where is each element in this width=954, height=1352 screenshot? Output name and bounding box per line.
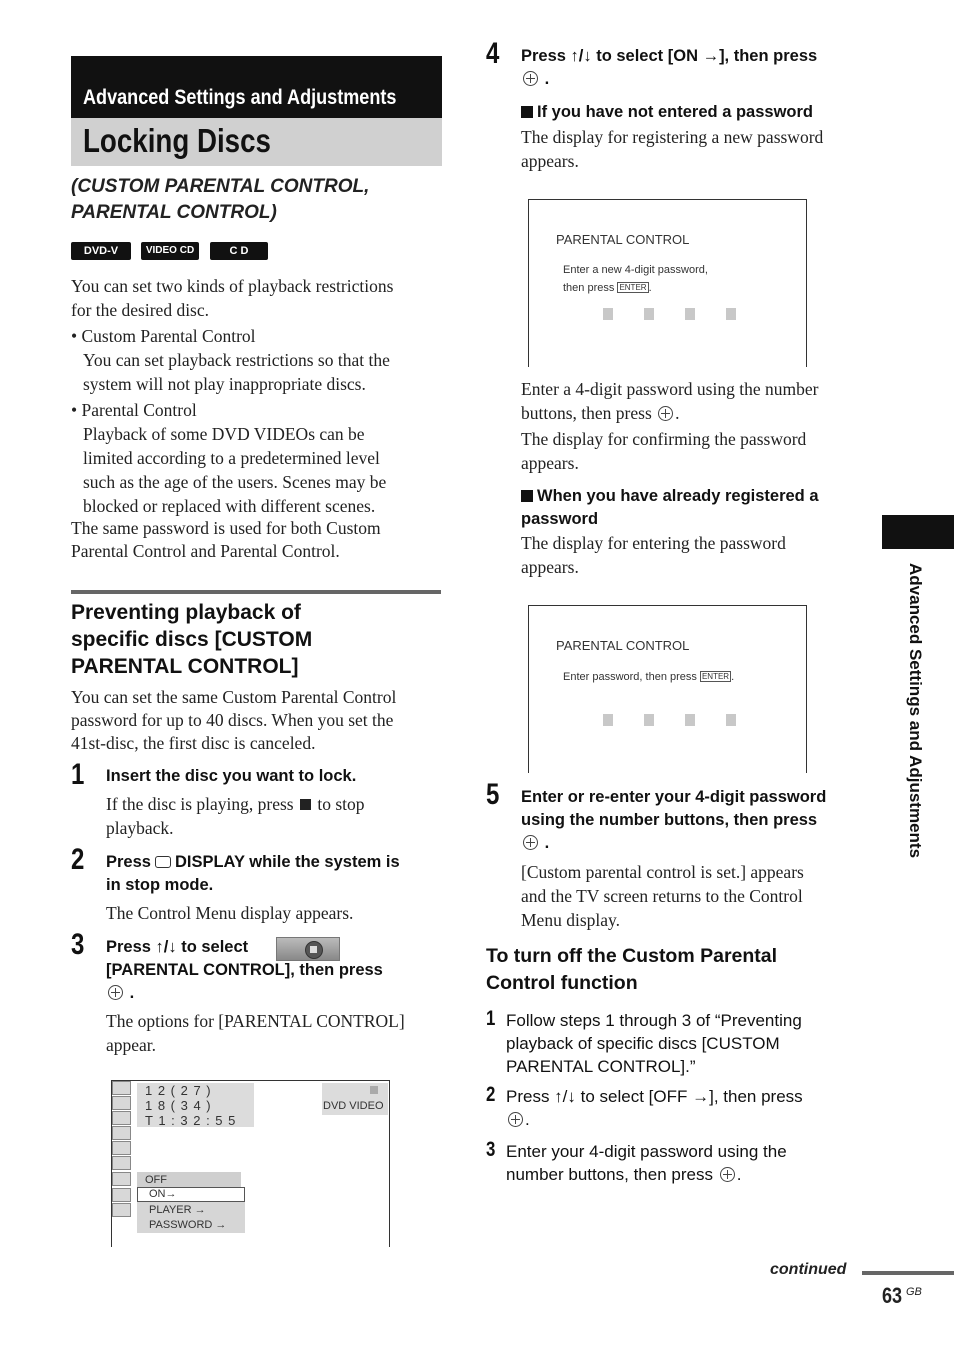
option-password[interactable]: PASSWORD → [149,1219,227,1231]
step-4-number: 4 [486,37,500,70]
step-4-sub1-body: The display for registering a new password appears. [521,127,824,171]
step-4-sub2-heading: When you have already registered a password [521,487,819,528]
section-banner [71,56,442,118]
step-1-heading: Insert the disc you want to lock. [106,767,357,785]
step-5-body: [Custom parental control is set.] appears and the TV screen returns to the Control Menu display. [521,862,804,930]
turnoff-3-text: Enter your 4-digit password using the number buttons, then press . [506,1142,787,1184]
option-player[interactable]: PLAYER → [149,1204,206,1216]
enter-password-screen [528,605,807,773]
parental-control-menu-icon [276,937,340,961]
step-3-heading: Press ↑/↓ to select [PARENTAL CONTROL], then press . [106,938,383,1002]
screen2-message: Enter password, then press ENTER . [563,671,735,683]
step-1-body: If the disc is playing, press to stop playback. [106,794,365,838]
side-tab-marker [882,515,954,549]
continued-rule [862,1271,954,1275]
option-on[interactable]: ON→ [149,1188,177,1200]
enter-icon [108,985,123,1000]
dvd-v-badge: DVD-V [71,242,131,260]
step-4-sub2-body: The display for entering the password appears. [521,533,786,577]
step-4-after1: Enter a 4-digit password using the number buttons, then press . The display for confirming the password appears. [521,379,819,473]
step-2-number: 2 [71,843,85,876]
title-banner [71,118,442,166]
disc-type: DVD VIDEO [323,1100,384,1112]
page-suffix: GB [906,1286,922,1298]
new-password-screen [528,199,807,367]
page-title: Locking Discs [83,122,271,159]
section-title: Advanced Settings and Adjustments [83,86,397,109]
step-4-heading: Press ↑/↓ to select [ON →], then press . [521,47,818,88]
control-menu-screen [111,1080,390,1247]
intro-text: You can set two kinds of playback restrictions for the desired disc. • Custom Parental Control You can set playback restrictions so that the system will not play inappropriate discs. • Parental Control Playback of some DVD VIDEOs can be limited according to a predetermined level such as the age of the users. Scenes may be blocked or replaced with different scenes. The same password is used for both Custom Parental Control and Parental Control. [71,276,394,561]
step-1-number: 1 [71,758,85,791]
screen1-message: Enter a new 4-digit password, then press ENTER . [563,264,708,294]
page-subtitle: (CUSTOM PARENTAL CONTROL, PARENTAL CONTROL) [71,176,370,223]
section-body: You can set the same Custom Parental Control password for up to 40 discs. When you set the 41st-disc, the first disc is canceled. [71,687,397,753]
step-5-number: 5 [486,778,500,811]
step-4-sub1-heading: If you have not entered a password [521,101,861,124]
cd-badge: C D [210,242,268,260]
enter-icon [658,406,673,421]
enter-icon [523,835,538,850]
side-tab: Advanced Settings and Adjustments [906,563,925,859]
stop-status-icon [370,1086,378,1094]
step-2-heading: Press DISPLAY while the system is in stop mode. [106,853,400,894]
turnoff-1-text: Follow steps 1 through 3 of “Preventing playback of specific discs [CUSTOM PARENTAL CONTROL].” [506,1011,802,1076]
continued-label: continued [770,1261,847,1278]
step-3-number: 3 [71,928,85,961]
section-heading: Preventing playback of specific discs [CUSTOM PARENTAL CONTROL] [71,601,313,678]
turnoff-1-number: 1 [486,1007,496,1030]
enter-icon [720,1167,735,1182]
video-cd-badge: VIDEO CD [141,242,199,260]
screen1-title: PARENTAL CONTROL [556,232,690,247]
turnoff-2-number: 2 [486,1083,496,1106]
step-5-heading: Enter or re-enter your 4-digit password using the number buttons, then press . [521,788,827,852]
page-number: 63 [882,1283,903,1308]
turnoff-3-number: 3 [486,1138,496,1161]
step-2-body: The Control Menu display appears. [106,903,354,923]
enter-icon [523,71,538,86]
stop-icon [300,799,311,810]
turnoff-2-text: Press ↑/↓ to select [OFF →], then press . [506,1087,803,1129]
step-3-body: The options for [PARENTAL CONTROL] appear. [106,1011,405,1055]
turnoff-heading: To turn off the Custom Parental Control function [486,945,778,994]
option-off[interactable]: OFF [145,1174,167,1186]
screen2-title: PARENTAL CONTROL [556,638,690,653]
section-divider [71,590,441,594]
display-icon [155,856,171,868]
enter-icon [508,1112,523,1127]
menu-info-text: 1 2 ( 2 7 ) 1 8 ( 3 4 ) T 1 : 3 2 : 5 5 [145,1083,237,1128]
